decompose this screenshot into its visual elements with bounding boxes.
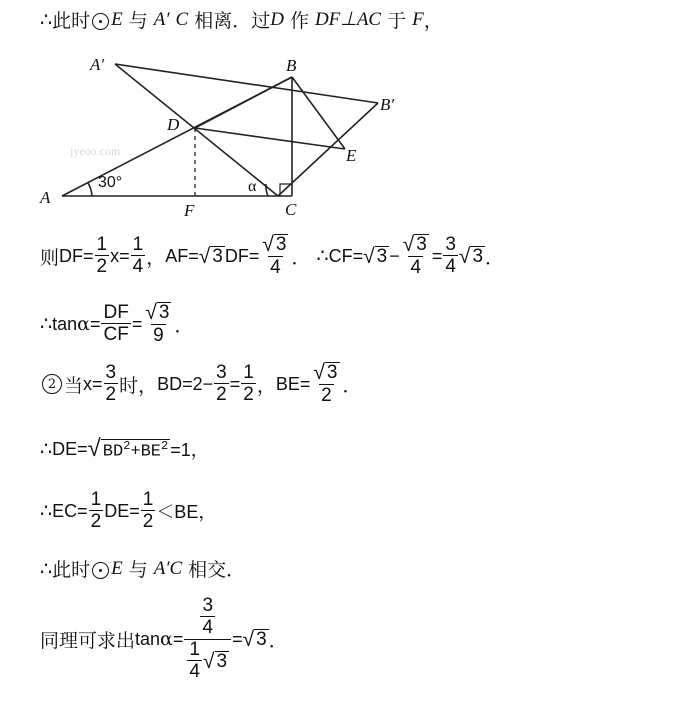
- fraction-3-2: $\frac{3}{2}$: [105, 362, 117, 405]
- line-6: [40, 490, 216, 533]
- text: EC=: [52, 500, 88, 521]
- text: AF=: [165, 245, 199, 266]
- text: 则: [40, 246, 60, 269]
- sqrt-3: √ 3: [198, 244, 223, 268]
- circled-number: 2: [42, 374, 62, 394]
- text: 当: [64, 374, 84, 397]
- fraction-DF-CF: $\frac{DF}{CF}$: [103, 302, 129, 345]
- sqrt-3: √ 3: [242, 627, 267, 651]
- text: ，: [256, 374, 276, 397]
- line-3: [40, 302, 193, 347]
- geometry-figure: [35, 48, 415, 228]
- text: tan: [52, 313, 78, 334]
- right-angle-mark: [280, 184, 292, 196]
- label-C: C: [285, 200, 297, 219]
- text: =1，: [170, 440, 209, 460]
- fraction-3-2: $\frac{3}{2}$: [216, 362, 227, 405]
- text: =: [431, 245, 443, 266]
- var-A-prime: A′: [153, 8, 170, 30]
- sqrt-3: √ 3: [458, 244, 484, 268]
- text: ，: [146, 246, 166, 269]
- text: 同理可求出: [40, 629, 136, 652]
- text: =: [229, 373, 241, 394]
- text: =: [172, 628, 184, 649]
- text: =: [131, 313, 143, 334]
- text: 相交．: [188, 559, 246, 581]
- therefore-symbol: ∴: [40, 557, 53, 580]
- text: BE=: [275, 373, 311, 394]
- text: ．: [485, 246, 505, 269]
- text: x=: [83, 373, 103, 394]
- sqrt-3: √ 3: [363, 244, 388, 268]
- text: DE=: [52, 438, 88, 459]
- therefore-symbol: ∴: [40, 438, 53, 460]
- line-2: [40, 234, 504, 279]
- text: 于: [387, 10, 407, 32]
- text: ．: [291, 246, 311, 269]
- therefore-symbol: ∴: [316, 245, 329, 268]
- fraction-3-4: $\frac{3}{4}$: [445, 234, 456, 277]
- label-F: F: [184, 201, 195, 220]
- text: α: [77, 313, 90, 336]
- text: ，: [423, 10, 443, 32]
- fraction-1-4: $\frac{1}{4}$: [132, 234, 144, 277]
- fraction-r3-9: √ 3 9: [145, 301, 170, 346]
- fraction-1-2: $\frac{1}{2}$: [96, 234, 108, 277]
- fraction-r3-4: √ 3 4: [262, 233, 287, 278]
- line-4: [40, 362, 362, 407]
- text: 作: [289, 10, 309, 32]
- text: DE=: [104, 500, 140, 521]
- text: ＜BE，: [156, 502, 217, 523]
- text: 此时: [52, 559, 91, 581]
- fraction-1-2: $\frac{1}{2}$: [243, 362, 254, 405]
- text: 时，: [119, 374, 158, 397]
- label-B: B: [286, 56, 297, 75]
- label-A-prime: A′: [90, 55, 105, 74]
- df-perp-ac: DF⊥AC: [314, 9, 382, 30]
- text: 与: [128, 559, 148, 581]
- label-D: D: [167, 115, 180, 134]
- var-D: D: [270, 8, 284, 30]
- text: 相离．过: [194, 10, 271, 32]
- watermark: jyeoo.com: [70, 144, 121, 158]
- angle-arc-A: [88, 183, 92, 196]
- var-AC: A′C: [153, 557, 183, 579]
- label-E: E: [346, 146, 357, 165]
- text: =: [89, 313, 101, 334]
- text: ．: [268, 629, 288, 652]
- text: =: [232, 628, 243, 649]
- circle-dot-symbol: [92, 13, 109, 30]
- text: ．: [174, 314, 194, 337]
- fraction-1-2: $\frac{1}{2}$: [142, 489, 154, 532]
- text: 与: [128, 10, 148, 32]
- segment-A-prime-B-prime: [115, 64, 378, 103]
- text: tan: [135, 628, 161, 649]
- label-alpha: α: [248, 178, 257, 195]
- text: x=: [110, 245, 130, 266]
- text: DF=: [59, 245, 94, 266]
- var-E: E: [111, 557, 123, 579]
- fraction-r3-4: √ 3 4: [402, 233, 427, 278]
- compound-fraction: [184, 596, 231, 683]
- text: CF=: [328, 245, 364, 266]
- text: ．: [342, 374, 362, 397]
- fraction-1-4: $\frac{1}{4}$: [189, 638, 200, 682]
- segment-DB: [195, 77, 292, 128]
- label-angle-30: 30°: [98, 174, 123, 191]
- label-B-prime: B′: [380, 95, 395, 114]
- line-1: [40, 6, 443, 33]
- text: BD=2−: [157, 373, 214, 394]
- var-F: F: [412, 8, 424, 30]
- line-5: [40, 436, 209, 462]
- circle-dot-symbol: [92, 562, 109, 579]
- text: 此时: [52, 10, 91, 32]
- segment-BE: [292, 77, 345, 149]
- text: α: [160, 628, 173, 651]
- fraction-3-4: $\frac{3}{4}$: [202, 595, 214, 638]
- var-E: E: [111, 8, 123, 30]
- fraction-r3-2: √ 3 2: [313, 361, 338, 406]
- label-A: A: [40, 188, 51, 207]
- therefore-symbol: ∴: [40, 8, 53, 31]
- therefore-symbol: ∴: [40, 500, 53, 523]
- text: DF=: [224, 245, 260, 266]
- segment-DE: [195, 128, 345, 149]
- fraction-1-2: $\frac{1}{2}$: [90, 489, 102, 532]
- line-7: [40, 555, 245, 582]
- segment-C-B-prime: [278, 103, 378, 196]
- text: −: [389, 245, 400, 266]
- angle-arc-alpha: [266, 184, 268, 196]
- var-C: C: [175, 8, 189, 30]
- sqrt-3: √ 3: [202, 649, 228, 673]
- therefore-symbol: ∴: [40, 313, 53, 336]
- line-8: [40, 596, 288, 683]
- sqrt-bd2-be2: √ $BD^2+BE^2$: [87, 435, 169, 462]
